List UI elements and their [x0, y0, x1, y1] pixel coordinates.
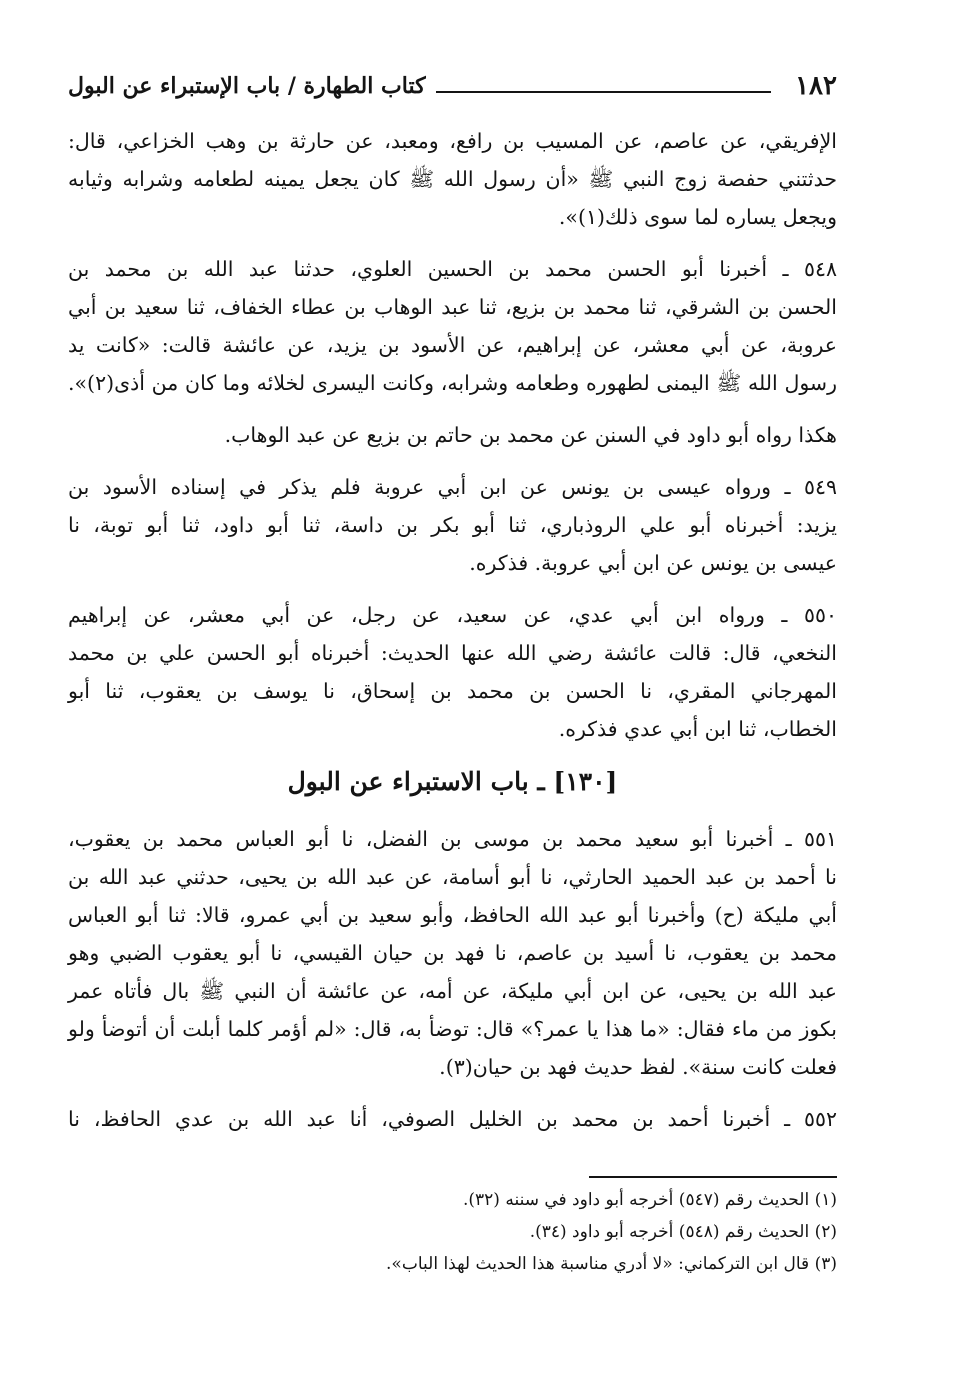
text-line: ٥٥١ ـ أخبرنا أبو سعيد محمد بن موسى بن الفضل، نا أبو العباس محمد بن يعقوب،: [68, 827, 837, 851]
header-rule: [436, 91, 772, 93]
paragraph-continuation: [68, 122, 837, 236]
text-line: بكوز من ماء فقال: «ما هذا يا عمر؟» قال: توضأ به، قال: «لم أؤمر كلما أبلت أن أتوضأ ولو: [68, 1017, 837, 1041]
text-line: نا أحمد بن عبد الحميد الحارثي، نا أبو أسامة، عن عبد الله بن يحيى، حدثني عبد الله بن: [68, 865, 837, 889]
text-line: حدثتني حفصة زوج النبي ﷺ «أن رسول الله ﷺ كان يجعل يمينه لطعامه وشرابه وثيابه: [68, 167, 837, 191]
hadith-550: [68, 596, 837, 748]
text-line: رسول الله ﷺ اليمنى لطهوره وطعامه وشرابه، وكانت اليسرى لخلائه وما كان من أذى(٢)».: [68, 371, 837, 395]
hadith-551: [68, 820, 837, 1086]
section-heading: [١٣٠] ـ باب الاستبراء عن البول: [287, 767, 618, 796]
text-line: المهرجاني المقري، نا الحسن بن محمد بن إسحاق، نا يوسف بن يعقوب، ثنا أبو: [68, 679, 837, 703]
footnote-3: (٣) قال ابن التركماني: «لا أدري مناسبة هذا الحديث لهذا الباب».: [386, 1254, 837, 1274]
commentary-paragraph: [68, 416, 837, 454]
footnote-separator: [589, 1176, 837, 1178]
footnote-2: (٢) الحديث رقم (٥٤٨) أخرجه أبو داود (٣٤).: [529, 1222, 837, 1242]
text-line: عيسى بن يونس عن ابن أبي عروبة. فذكره.: [469, 551, 837, 575]
main-text: [68, 122, 837, 1152]
text-line: ٥٥٠ ـ ورواه ابن أبي عدي، عن سعيد، عن رجل، عن أبي معشر، عن إبراهيم: [68, 603, 837, 627]
footnote-1: (١) الحديث رقم (٥٤٧) أخرجه أبو داود في سننه (٣٢).: [462, 1190, 837, 1210]
text-line: ٥٥٢ ـ أخبرنا أحمد بن محمد بن الخليل الصوفي، أنا عبد الله بن عدي الحافظ، نا: [68, 1107, 837, 1131]
footnotes: [68, 1184, 837, 1280]
hadith-548: [68, 250, 837, 402]
text-line: النخعي، قال: قالت عائشة رضي الله عنها الحديث: أخبرناه أبو الحسن علي بن محمد: [68, 641, 837, 665]
page-number: ١٨٢: [795, 71, 837, 101]
text-line: ٥٤٨ ـ أخبرنا أبو الحسن محمد بن الحسين العلوي، حدثنا عبد الله بن محمد بن: [68, 257, 837, 281]
text-line: محمد بن يعقوب، نا أسيد بن عاصم، نا فهد بن حيان القيسي، نا أبو يعقوب الضبي وهو: [68, 941, 837, 965]
text-line: عبد الله بن يحيى، عن ابن أبي مليكة، عن أمه، عن عائشة أن النبي ﷺ بال فأتاه عمر: [68, 979, 837, 1003]
text-line: الخطاب، ثنا ابن أبي عدي فذكره.: [558, 717, 837, 741]
text-line: الإفريقي، عن عاصم، عن المسيب بن رافع، ومعبد، عن حارثة بن وهب الخزاعي، قال:: [68, 129, 837, 153]
running-header: [68, 66, 837, 106]
running-title: كتاب الطهارة / باب الإستبراء عن البول: [68, 73, 426, 99]
text-line: ٥٤٩ ـ ورواه عيسى بن يونس عن ابن أبي عروبة فلم يذكر في إسناده الأسود بن: [68, 475, 837, 499]
text-line: ويجعل يساره لما سوى ذلك(١)».: [558, 205, 837, 229]
text-line: الحسن بن الشرقي، ثنا محمد بن بزيع، ثنا عبد الوهاب بن عطاء الخفاف، ثنا سعيد بن أبي: [68, 295, 837, 319]
hadith-549: [68, 468, 837, 582]
text-line: أبي مليكة (ح) وأخبرنا أبو عبد الله الحافظ، وأبو سعيد بن أبي عمرو، قالا: ثنا أبو العباس: [68, 903, 837, 927]
text-line: فعلت كانت سنة». لفظ حديث فهد بن حيان(٣).: [439, 1055, 837, 1079]
hadith-552: [68, 1100, 837, 1138]
text-line: يزيد: أخبرناه أبو علي الروذباري، ثنا أبو بكر بن داسة، ثنا أبو داود، ثنا أبو توبة، نا: [68, 513, 837, 537]
text-line: هكذا رواه أبو داود في السنن عن محمد بن حاتم بن بزيع عن عبد الوهاب.: [224, 423, 837, 447]
text-line: عروبة، عن أبي معشر، عن إبراهيم، عن الأسود بن يزيد، عن عائشة قالت: «كانت يد: [68, 333, 837, 357]
